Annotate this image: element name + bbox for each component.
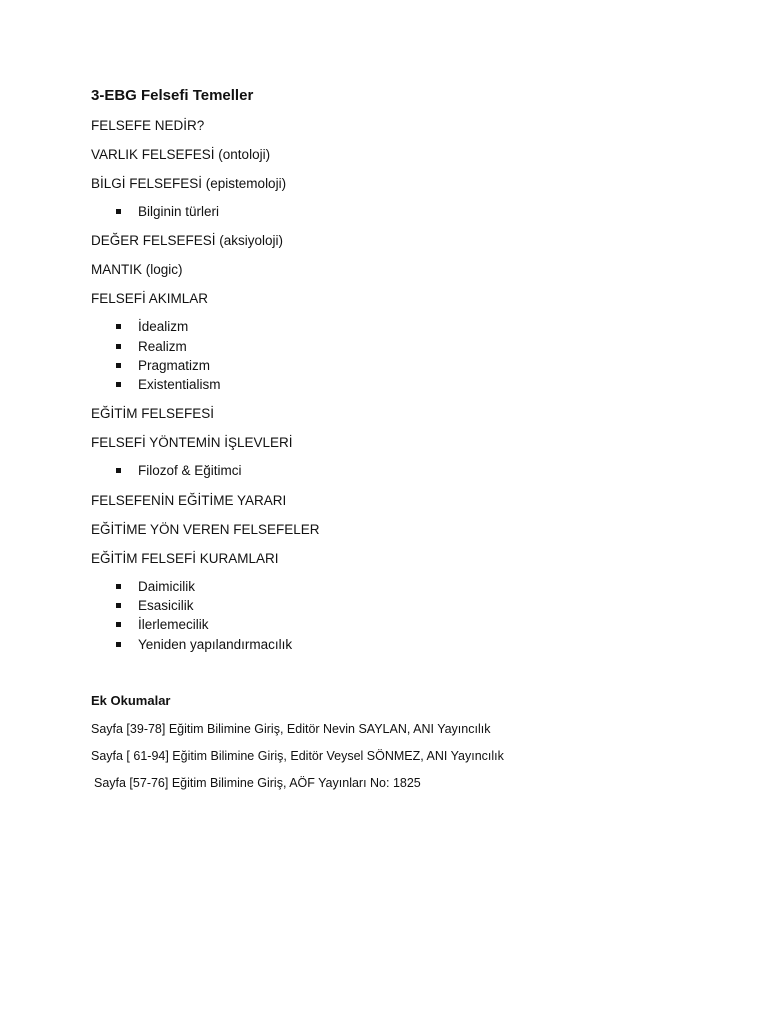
list-item-text: Bilginin türleri: [138, 204, 220, 219]
list-item-text: İlerlemecilik: [138, 617, 209, 633]
bullet-list-felsefi-yontemin-islevleri: [91, 461, 711, 480]
list-item: [91, 337, 711, 356]
square-bullet-icon: [116, 382, 121, 387]
section-heading-bilgi-felsefesi: BİLGİ FELSEFESİ (epistemoloji): [91, 176, 287, 191]
section-heading-felsefi-yontemin-islevleri: FELSEFİ YÖNTEMİN İŞLEVLERİ: [91, 435, 293, 451]
extra-reading-title: Ek Okumalar: [91, 692, 171, 708]
square-bullet-icon: [116, 584, 121, 589]
square-bullet-icon: [116, 363, 121, 368]
list-item: [91, 356, 711, 375]
list-item-text: Existentialism: [138, 377, 221, 393]
square-bullet-icon: [116, 324, 121, 329]
list-item-text: Esasicilik: [138, 598, 194, 614]
list-item: [91, 596, 711, 615]
list-item-text: Pragmatizm: [138, 357, 211, 373]
list-item: [91, 615, 711, 634]
square-bullet-icon: [116, 344, 121, 349]
reference-item: Sayfa [39-78] Eğitim Bilimine Giriş, Editör Nevin SAYLAN, ANI Yayıncılık: [91, 721, 491, 736]
list-item: [91, 375, 711, 394]
square-bullet-icon: [116, 622, 121, 627]
section-heading-egitim-felsefesi: EĞİTİM FELSEFESİ: [91, 406, 215, 422]
document-body: [91, 86, 711, 801]
list-item-text: İdealizm: [138, 319, 189, 335]
square-bullet-icon: [116, 209, 121, 214]
list-item: [91, 317, 711, 336]
bullet-list-egitim-felsefi-kuramlari: [91, 577, 711, 654]
reference-item: Sayfa [ 61-94] Eğitim Bilimine Giriş, Editör Veysel SÖNMEZ, ANI Yayıncılık: [91, 748, 504, 763]
list-item: [91, 461, 711, 480]
section-heading-mantik: MANTIK (logic): [91, 262, 183, 278]
section-heading-egitim-felsefi-kuramlari: EĞİTİM FELSEFİ KURAMLARI: [91, 550, 279, 566]
bullet-list-felsefi-akimlar: [91, 317, 711, 394]
section-heading-felsefenin-egitime-yarari: FELSEFENİN EĞİTİME YARARI: [91, 492, 287, 508]
list-item-text: Daimicilik: [138, 578, 195, 594]
document-title: 3-EBG Felsefi Temeller: [91, 87, 254, 104]
section-heading-varlik-felsefesi: VARLIK FELSEFESİ (ontoloji): [91, 147, 271, 162]
list-item: [91, 577, 711, 596]
square-bullet-icon: [116, 603, 121, 608]
square-bullet-icon: [116, 642, 121, 647]
list-item: [91, 202, 711, 221]
section-heading-egitime-yon-veren-felsefeler: EĞİTİME YÖN VEREN FELSEFELER: [91, 521, 320, 537]
bullet-list-bilgi-felsefesi: [91, 202, 711, 221]
list-item-text: Realizm: [138, 338, 187, 354]
list-item: [91, 635, 711, 654]
list-item-text: Yeniden yapılandırmacılık: [138, 636, 293, 652]
section-heading-deger-felsefesi: DEĞER FELSEFESİ (aksiyoloji): [91, 233, 284, 249]
list-item-text: Filozof & Eğitimci: [138, 463, 242, 479]
reference-item: Sayfa [57-76] Eğitim Bilimine Giriş, AÖF Yayınları No: 1825: [94, 775, 421, 790]
square-bullet-icon: [116, 468, 121, 473]
section-heading-felsefe-nedir: FELSEFE NEDİR?: [91, 118, 205, 133]
section-spacer: [91, 664, 711, 692]
section-heading-felsefi-akimlar: FELSEFİ AKIMLAR: [91, 291, 209, 307]
